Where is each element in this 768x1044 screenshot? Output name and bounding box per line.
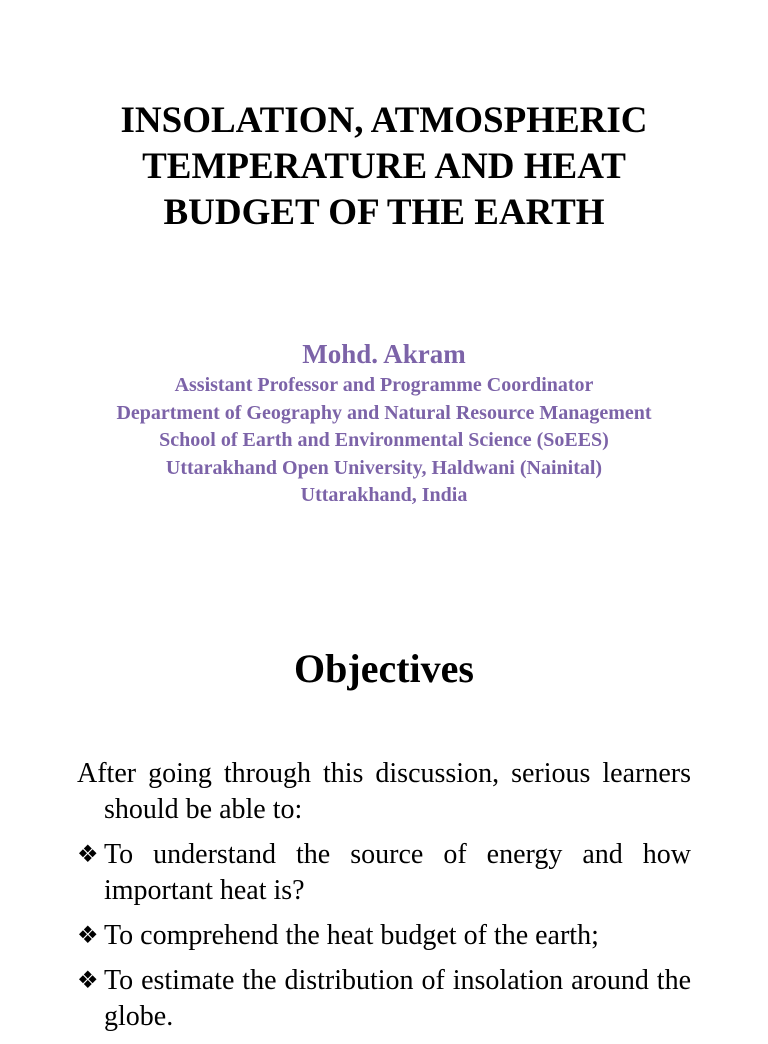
objectives-intro: After going through this discussion, serious learners should be able to: — [77, 758, 691, 825]
author-school: School of Earth and Environmental Science (SoEES) — [159, 429, 609, 451]
objectives-body — [77, 756, 691, 1044]
four-diamond-bullet-icon: ❖ — [77, 923, 99, 949]
objective-text: To comprehend the heat budget of the earth; — [104, 920, 599, 951]
title-line-2: TEMPERATURE AND HEAT — [142, 146, 626, 187]
author-department: Department of Geography and Natural Resource Management — [116, 401, 652, 424]
author-name: Mohd. Akram — [302, 339, 466, 369]
title-line-1: INSOLATION, ATMOSPHERIC — [120, 100, 648, 141]
author-university: Uttarakhand Open University, Haldwani (Nainital) — [165, 456, 603, 479]
objective-item — [77, 918, 691, 954]
objectives-heading: Objectives — [294, 646, 474, 691]
title-line-3: BUDGET OF THE EARTH — [163, 192, 605, 233]
four-diamond-bullet-icon: ❖ — [77, 842, 99, 868]
objective-item — [77, 963, 691, 1035]
author-position: Assistant Professor and Programme Coordinator — [174, 374, 594, 396]
author-location: Uttarakhand, India — [300, 484, 468, 506]
objective-text: To understand the source of energy and how important heat is? — [104, 839, 691, 906]
four-diamond-bullet-icon: ❖ — [77, 968, 99, 994]
objective-text: To estimate the distribution of insolation around the globe. — [104, 965, 691, 1032]
objective-item — [77, 837, 691, 909]
